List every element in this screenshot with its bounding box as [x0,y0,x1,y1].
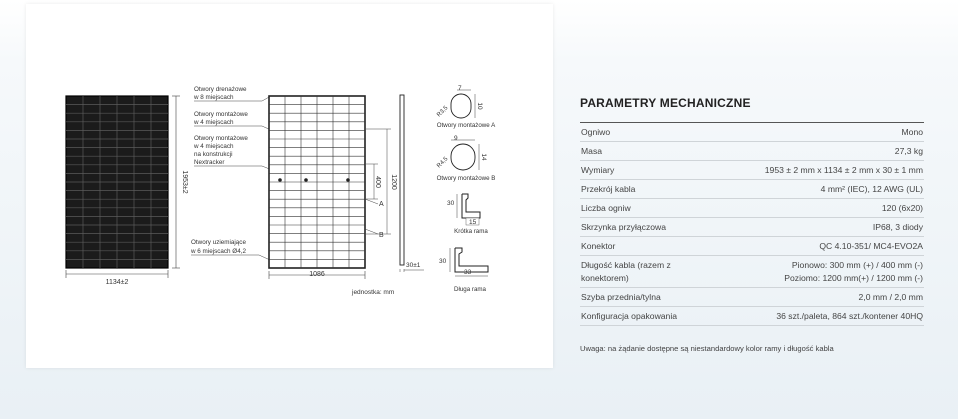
spec-value: 1953 ± 2 mm x 1134 ± 2 mm x 30 ± 1 mm [702,161,924,180]
spec-value: 27,3 kg [702,142,924,161]
long-frame-detail [439,248,488,293]
dim-400-label: 400 [374,176,381,188]
spec-value: QC 4.10-351/ MC4-EVO2A [702,237,924,256]
spec-value: 2,0 mm / 2,0 mm [702,288,924,307]
spec-row [580,161,924,180]
hole-a-radius: R3,5 [436,105,450,119]
front-width-label: 1134±2 [105,279,129,286]
unit-note: jednostka: mm [352,289,395,296]
long-frame-caption: Długa rama [454,286,486,293]
spec-label: Szyba przednia/tylna [580,288,702,307]
long-frame-height: 30 [439,258,447,265]
spec-value: 4 mm² (IEC), 12 AWG (UL) [702,180,924,199]
spec-label: Liczba ogniw [580,199,702,218]
spec-title: PARAMETRY MECHANICZNE [580,96,751,110]
hole-a-detail [436,85,496,129]
spec-value: 120 (6x20) [702,199,924,218]
callouts [190,86,248,255]
rear-view [269,96,397,296]
spec-value: IP68, 3 diody [702,218,924,237]
callout-line: na konstrukcji [194,151,233,158]
dim-1200-label: 1200 [390,174,397,190]
hole-b-width: 9 [454,135,458,142]
spec-value [702,256,924,288]
short-frame-width: 15 [469,219,477,226]
short-frame-detail [447,194,488,235]
spec-label: Masa [580,142,702,161]
hole-b-detail [436,135,495,182]
callout-line: Otwory montażowe [194,135,248,142]
side-thickness-label: 30±1 [406,262,421,269]
spec-row [580,199,924,218]
hole-a-width: 7 [458,85,462,92]
spec-note: Uwaga: na żądanie dostępne są niestandardowy kolor ramy i długość kabla [580,344,834,353]
spec-table [580,123,924,326]
label-a: A [379,201,384,208]
spec-label: Konektor [580,237,702,256]
callout-line: Otwory uziemiające [191,239,246,246]
callout-line: Otwory montażowe [194,111,248,118]
spec-row [580,237,924,256]
spec-row [580,123,924,142]
rear-width-label: 1086 [309,271,325,278]
hole-a-caption: Otwory montażowe A [436,122,496,129]
spec-row [580,180,924,199]
spec-label: Skrzynka przyłączowa [580,218,702,237]
spec-row [580,218,924,237]
spec-row [580,288,924,307]
spec-row [580,142,924,161]
spec-value-line: Pionowo: 300 mm (+) / 400 mm (-) [791,259,923,270]
hole-b-caption: Otwory montażowe B [436,175,496,182]
hole-a-height: 10 [476,102,483,110]
callout-line: Nextracker [194,159,225,166]
spec-panel [580,96,924,353]
side-view [400,95,424,272]
short-frame-height: 30 [447,200,455,207]
hole-b-radius: R4,5 [436,156,450,170]
spec-label: Przekrój kabla [580,180,702,199]
mechanical-drawing [26,4,553,368]
front-view [66,96,188,286]
spec-label: Konfiguracja opakowania [580,307,702,326]
spec-value: Mono [702,123,924,142]
spec-value: 36 szt./paleta, 864 szt./kontener 40HQ [702,307,924,326]
spec-label: Wymiary [580,161,702,180]
callout-line: w 6 miejscach Ø4,2 [191,248,246,255]
short-frame-caption: Krótka rama [454,228,488,235]
callout-line: w 8 miejscach [194,94,234,101]
spec-row [580,256,924,288]
callout-line: w 4 miejscach [194,119,234,126]
long-frame-width: 33 [464,269,472,276]
spec-label: Ogniwo [580,123,702,142]
spec-label: Długość kabla (razem z konektorem) [580,256,702,288]
callout-line: Otwory drenażowe [194,86,247,93]
label-b: B [379,232,384,239]
hole-b-height: 14 [480,153,487,161]
drawing-svg [26,4,553,368]
spec-value-line: Poziomo: 1200 mm(+) / 1200 mm (-) [784,272,923,283]
spec-row [580,307,924,326]
callout-line: w 4 miejscach [194,143,234,150]
front-height-label: 1953±2 [181,170,188,194]
